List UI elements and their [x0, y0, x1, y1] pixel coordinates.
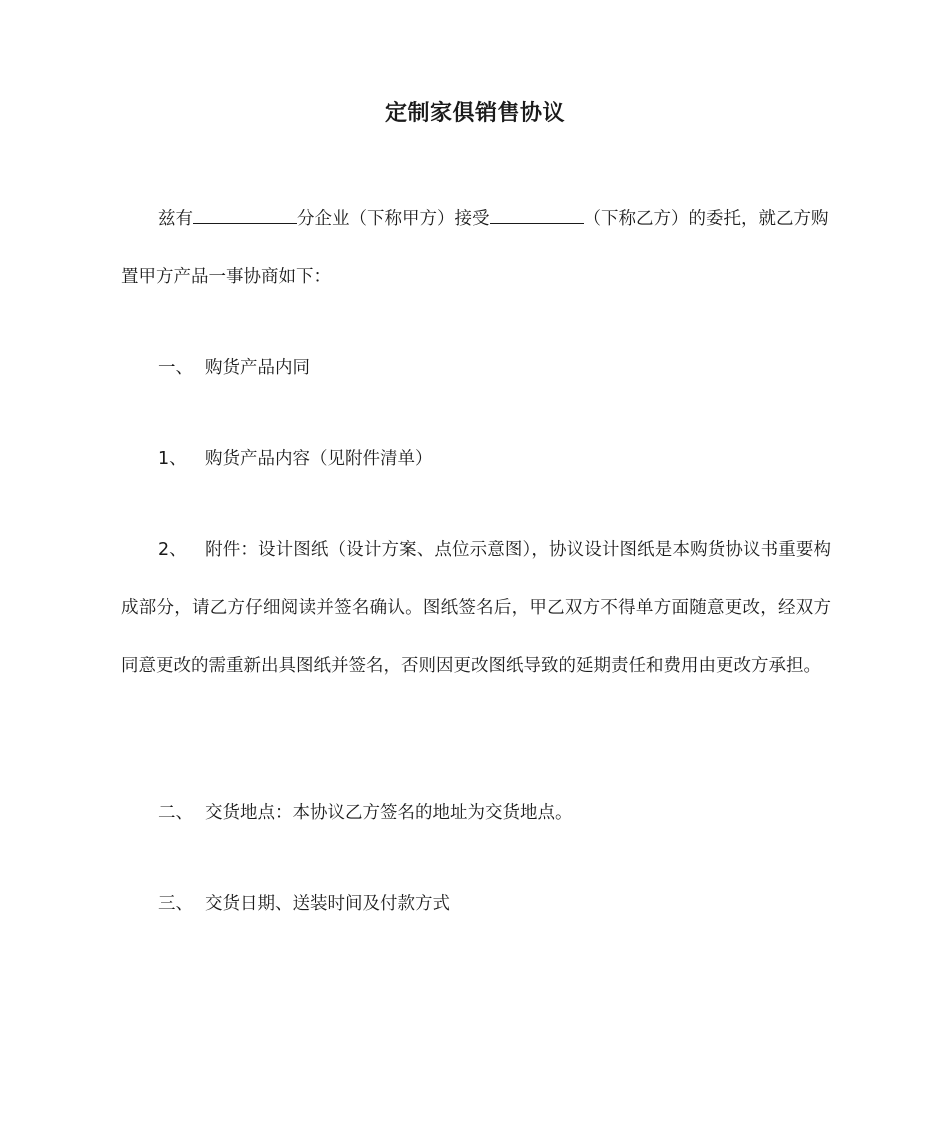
intro-text-start: 兹有: [158, 209, 193, 229]
section-text: 购货产品内容（见附件清单）: [205, 449, 433, 469]
section-heading-3: [158, 886, 450, 922]
document-title: 定制家俱销售协议: [384, 101, 565, 126]
section-text: 交货日期、送装时间及付款方式: [205, 894, 450, 914]
party-b-blank: [490, 203, 584, 224]
section-number: 二、: [158, 803, 193, 823]
section-heading-1: [158, 350, 310, 386]
section-text: 交货地点：本协议乙方签名的地址为交货地点。: [205, 803, 573, 823]
section-item-1: [158, 441, 433, 477]
party-a-blank: [193, 203, 297, 224]
intro-text-end: （下称乙方）的委托，就乙方购置甲方产品一事协商如下：: [121, 209, 829, 287]
section-number: 一、: [158, 358, 193, 378]
section-number: 1、: [158, 449, 187, 469]
intro-text-middle: 分企业（下称甲方）接受: [297, 209, 490, 229]
section-text: 购货产品内同: [205, 358, 310, 378]
section-item-2: [121, 521, 831, 695]
section-text: 附件：设计图纸（设计方案、点位示意图），协议设计图纸是本购货协议书重要构成部分，请乙方仔细阅读并签名确认。图纸签名后，甲乙双方不得单方面随意更改，经双方同意更改的需重新出具图纸并签名，否则因更改图纸导致的延期责任和费用由更改方承担。: [121, 540, 831, 676]
section-number: 三、: [158, 894, 193, 914]
section-number: [121, 540, 205, 560]
intro-paragraph: [121, 190, 831, 306]
section-heading-2: [158, 795, 573, 831]
section-number-label: 2、: [158, 540, 187, 560]
